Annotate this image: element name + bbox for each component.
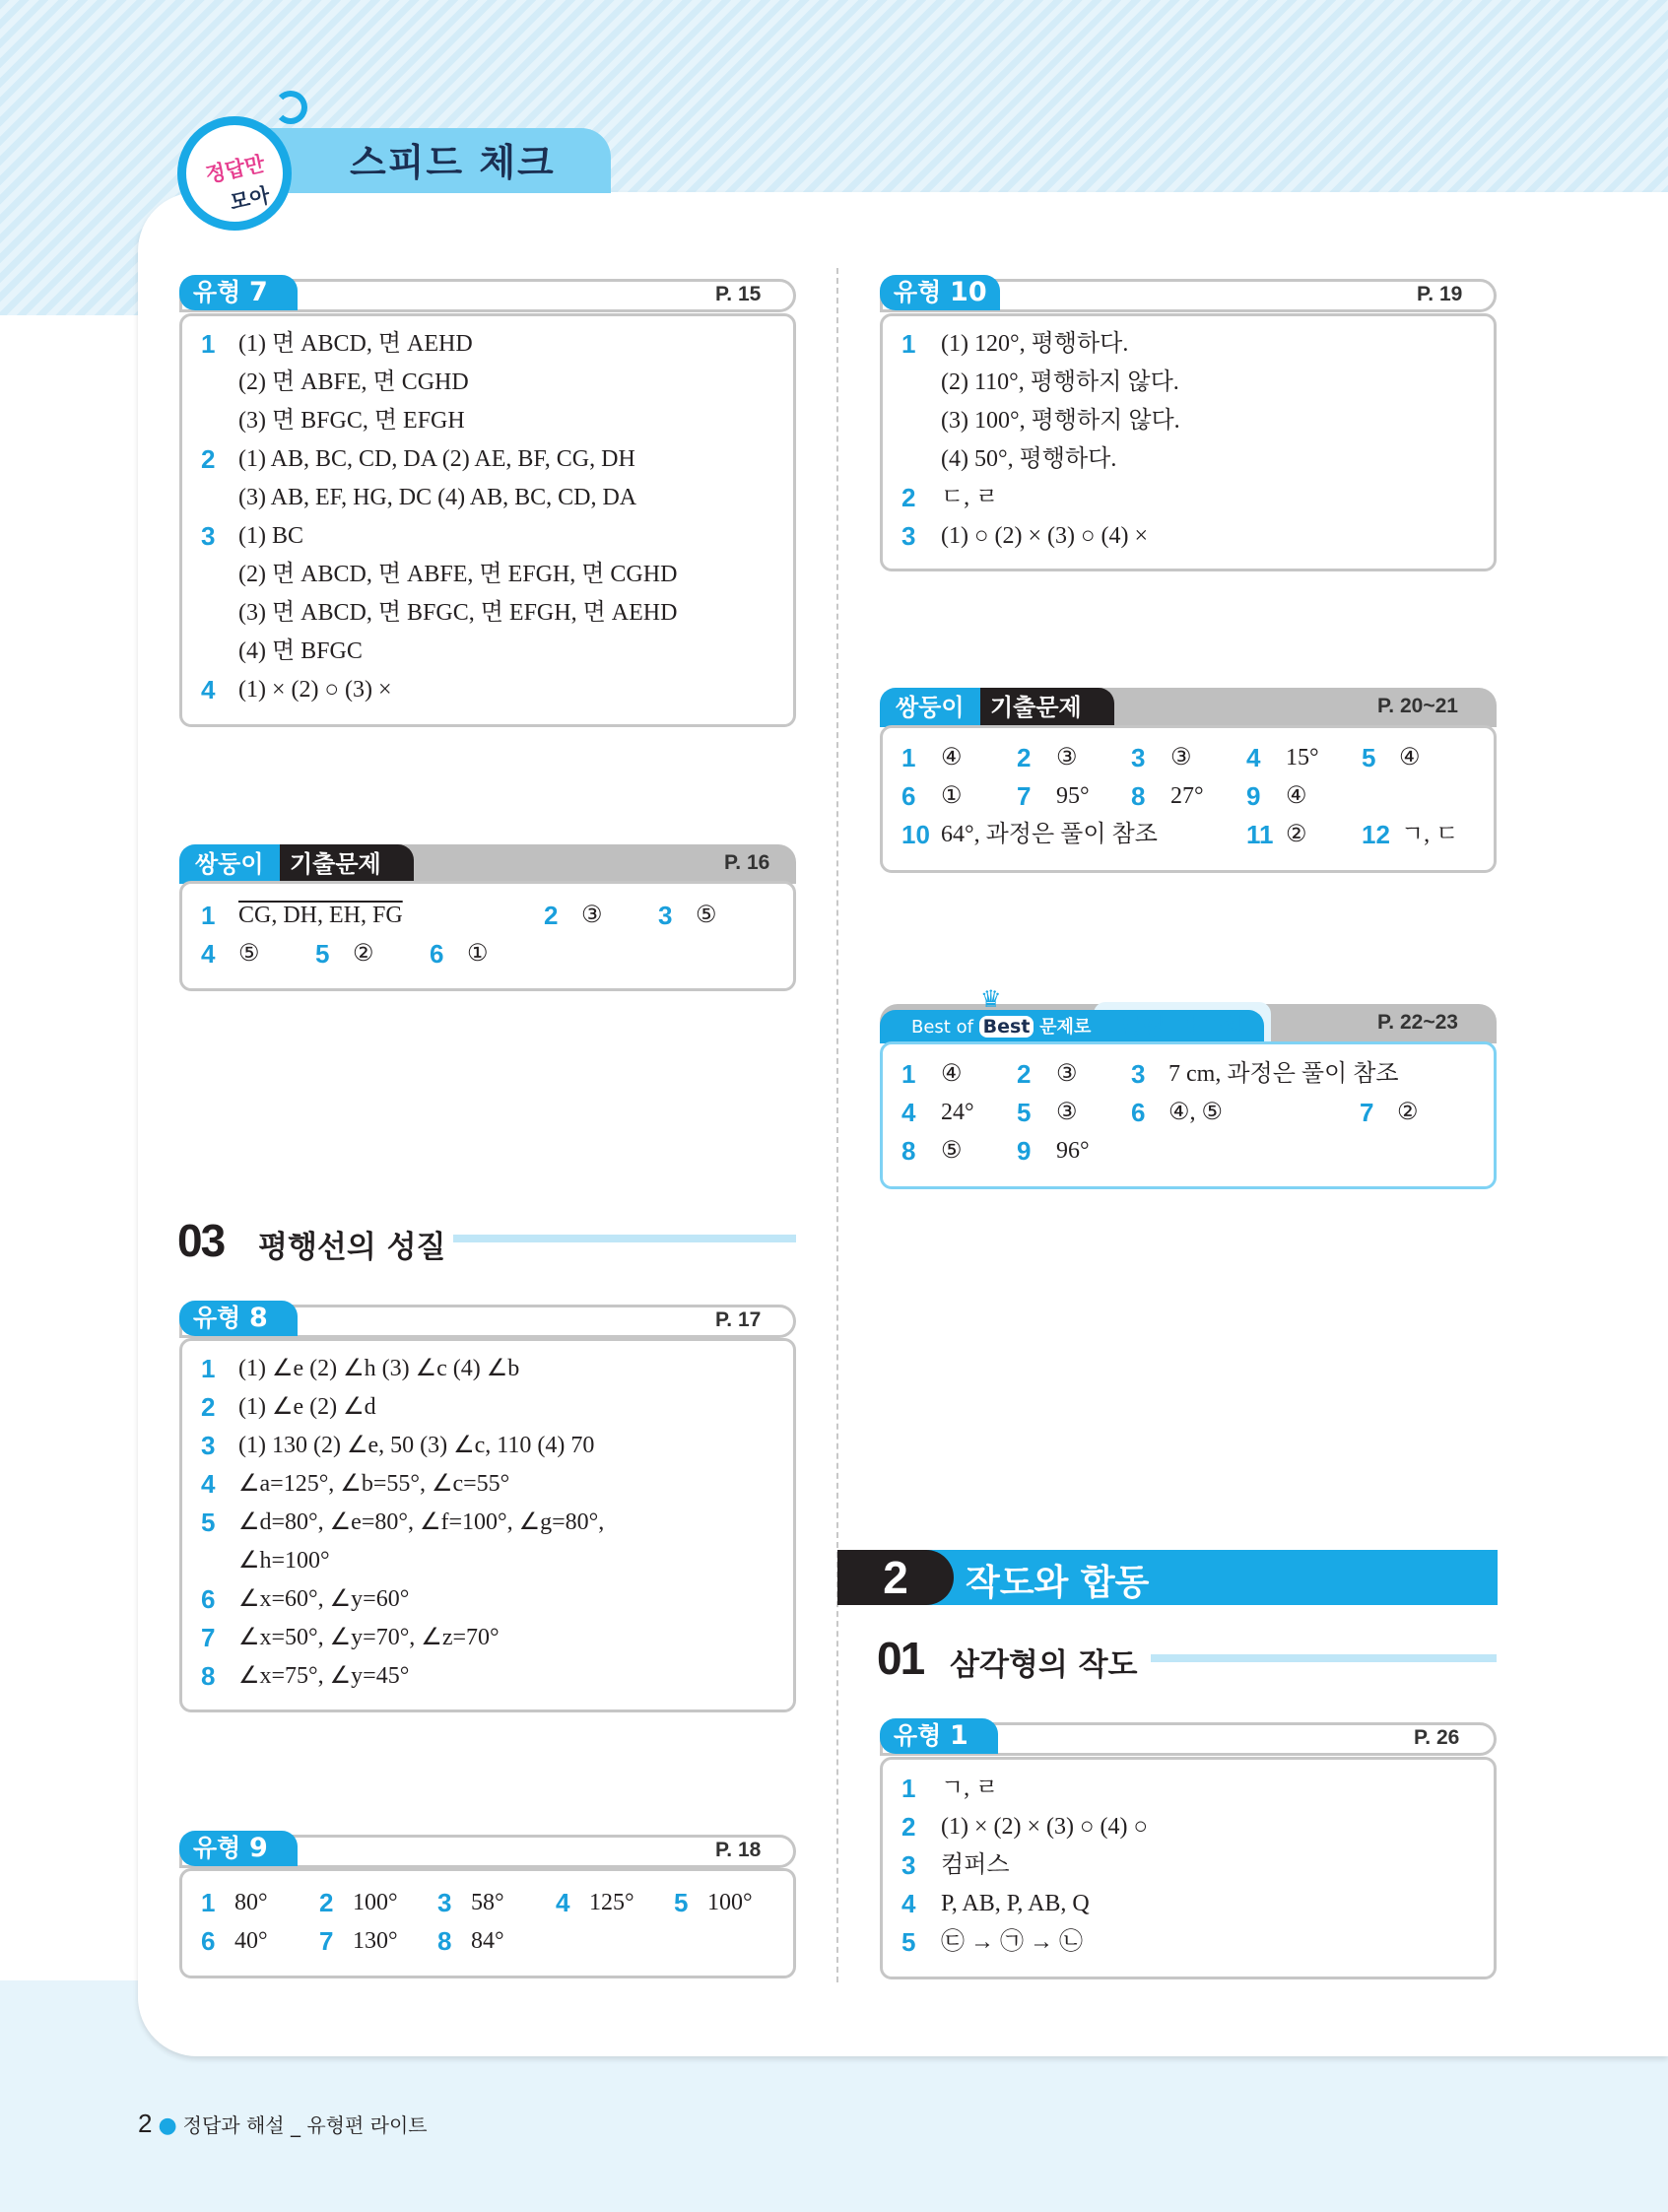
section-title: 삼각형의 작도 — [950, 1647, 1138, 1683]
page-title: 스피드 체크 — [350, 141, 556, 184]
answer-number: 3 — [1131, 743, 1146, 772]
answer-number: 5 — [901, 1927, 916, 1957]
answer-text: (1) ∠e (2) ∠h (3) ∠c (4) ∠b — [238, 1356, 520, 1381]
answer-text: ⑤ — [941, 1138, 963, 1164]
answer-number: 2 — [544, 901, 559, 930]
answer-text: (2) 면 ABFE, 면 CGHD — [238, 369, 469, 395]
answer-text: ∠h=100° — [238, 1548, 330, 1574]
answer-text: 15° — [1286, 745, 1319, 771]
page-ref: P. 20~21 — [1377, 695, 1458, 717]
answer-text: (1) 면 ABCD, 면 AEHD — [238, 331, 473, 357]
answer-text: (1) × (2) ○ (3) × — [238, 677, 392, 703]
type-tag: 유형 8 — [179, 1301, 298, 1336]
answer-number: 4 — [556, 1888, 570, 1917]
answer-number: 2 — [901, 483, 916, 512]
answer-number: 1 — [201, 901, 216, 930]
answer-text: (3) AB, EF, HG, DC (4) AB, BC, CD, DA — [238, 485, 637, 510]
answer-text: ① — [467, 941, 489, 967]
answer-text: ② — [353, 941, 374, 967]
answer-number: 1 — [901, 743, 916, 772]
answer-number: 2 — [201, 444, 216, 474]
answer-text: 95° — [1056, 783, 1090, 809]
swirl-icon — [274, 91, 307, 124]
answer-number: 5 — [1017, 1098, 1032, 1127]
answer-text: ∠x=60°, ∠y=60° — [238, 1586, 410, 1612]
answer-text: 130° — [353, 1928, 398, 1954]
page-ref: P. 26 — [1414, 1726, 1460, 1749]
answer-number: 8 — [901, 1136, 916, 1166]
answer-text: ㄱ, ㄹ — [941, 1776, 999, 1801]
answer-number: 6 — [1131, 1098, 1146, 1127]
page-number: 2 — [138, 2109, 153, 2138]
bullet-icon: ● — [158, 2113, 177, 2138]
type-tag: 유형 9 — [179, 1831, 298, 1866]
answer-text: ∠d=80°, ∠e=80°, ∠f=100°, ∠g=80°, — [238, 1509, 605, 1535]
answer-number: 2 — [201, 1392, 216, 1422]
type-tag: 유형 7 — [179, 275, 298, 310]
section-underline — [453, 1235, 796, 1242]
answer-number: 1 — [201, 1888, 216, 1917]
answer-text: (3) 면 BFGC, 면 EFGH — [238, 408, 465, 434]
answer-number: 4 — [201, 939, 216, 969]
answer-number: 7 — [1017, 781, 1032, 811]
answer-number: 7 — [1360, 1098, 1374, 1127]
answer-number: 2 — [901, 1812, 916, 1842]
answer-number: 3 — [901, 1850, 916, 1880]
answer-number: 3 — [901, 521, 916, 551]
answer-text: 27° — [1170, 783, 1204, 809]
answer-number: 8 — [201, 1661, 216, 1691]
page-ref: P. 17 — [715, 1308, 762, 1331]
twin-label: 쌍둥이 — [880, 688, 980, 727]
answer-number: 5 — [674, 1888, 689, 1917]
answer-text: (1) ∠e (2) ∠d — [238, 1394, 376, 1420]
answer-number: 3 — [201, 521, 216, 551]
answer-text: (1) AB, BC, CD, DA (2) AE, BF, CG, DH — [238, 446, 635, 472]
answer-text: 24° — [941, 1100, 974, 1125]
answer-card-twin16 — [179, 881, 796, 991]
answer-text: ∠x=75°, ∠y=45° — [238, 1663, 410, 1689]
answer-number: 12 — [1362, 820, 1390, 849]
unit-review-title: 단원 마무리 — [1118, 1011, 1246, 1039]
answer-number: 9 — [1246, 781, 1261, 811]
answer-text: CG, DH, EH, FG — [238, 903, 403, 928]
answer-number: 6 — [901, 781, 916, 811]
answer-text: (3) 면 ABCD, 면 BFGC, 면 EFGH, 면 AEHD — [238, 600, 678, 626]
answer-text: 80° — [234, 1890, 268, 1915]
type-tag: 유형 1 — [880, 1718, 998, 1754]
answer-number: 5 — [1362, 743, 1376, 772]
answer-text: 64°, 과정은 풀이 참조 — [941, 822, 1158, 847]
answer-number: 8 — [437, 1926, 452, 1956]
badge-text-top: 정답만 — [203, 151, 267, 188]
answer-text: ㄷ, ㄹ — [941, 485, 999, 510]
answer-text: (4) 50°, 평행하다. — [941, 446, 1117, 472]
answer-text: (1) × (2) × (3) ○ (4) ○ — [941, 1814, 1148, 1840]
exam-label: 기출문제 — [280, 844, 414, 884]
answer-number: 4 — [1246, 743, 1261, 772]
answer-text: ③ — [581, 903, 603, 928]
answer-number: 11 — [1246, 820, 1274, 849]
answer-text: (1) ○ (2) × (3) ○ (4) × — [941, 523, 1148, 549]
answer-number: 3 — [201, 1431, 216, 1460]
answer-text: ④ — [941, 745, 963, 771]
answer-text: ∠x=50°, ∠y=70°, ∠z=70° — [238, 1625, 500, 1650]
page-ref: P. 16 — [724, 851, 770, 874]
section-underline — [1151, 1654, 1497, 1662]
chapter-title: 작도와 합동 — [966, 1563, 1150, 1603]
answer-text: ① — [941, 783, 963, 809]
answer-number: 3 — [1131, 1059, 1146, 1089]
answer-text: 100° — [353, 1890, 398, 1915]
answer-number: 2 — [319, 1888, 334, 1917]
answer-number: 6 — [201, 1584, 216, 1614]
answer-number: 4 — [901, 1098, 916, 1127]
best-of-best-label: Best of Best 문제로 — [911, 1016, 1092, 1038]
answer-text: ③ — [1056, 1061, 1078, 1087]
answer-number: 1 — [901, 1059, 916, 1089]
type-tag: 유형 10 — [880, 275, 1000, 310]
answer-number: 9 — [1017, 1136, 1032, 1166]
answer-text: ② — [1286, 822, 1307, 847]
page-footer — [138, 2109, 428, 2139]
footer-text: 정답과 해설 _ 유형편 라이트 — [182, 2113, 428, 2137]
answer-text: ⑤ — [696, 903, 717, 928]
chapter-number: 2 — [837, 1550, 954, 1605]
answer-text: 7 cm, 과정은 풀이 참조 — [1168, 1061, 1399, 1087]
answer-text: (3) 100°, 평행하지 않다. — [941, 408, 1180, 434]
answer-number: 1 — [901, 1774, 916, 1803]
answer-text: ⑤ — [238, 941, 260, 967]
answer-text: 84° — [471, 1928, 504, 1954]
answer-text: ③ — [1056, 745, 1078, 771]
answer-text: 58° — [471, 1890, 504, 1915]
answer-text: ㄱ, ㄷ — [1401, 822, 1459, 847]
answer-text: ② — [1397, 1100, 1419, 1125]
answer-number: 2 — [1017, 1059, 1032, 1089]
answer-text: 컴퍼스 — [941, 1852, 1010, 1878]
exam-label: 기출문제 — [980, 688, 1114, 727]
crown-icon: ♛ — [980, 985, 1002, 1013]
answer-number: 7 — [319, 1926, 334, 1956]
page-ref: P. 19 — [1417, 283, 1463, 305]
section-number: 01 — [877, 1633, 924, 1684]
answer-text: P, AB, P, AB, Q — [941, 1891, 1090, 1916]
answer-card-type9 — [179, 1868, 796, 1978]
answer-text: 96° — [1056, 1138, 1090, 1164]
answer-number: 6 — [430, 939, 444, 969]
badge-text-bottom: 모아 — [228, 183, 272, 215]
column-divider — [836, 268, 838, 1982]
answer-text: ③ — [1056, 1100, 1078, 1125]
answer-number: 5 — [201, 1508, 216, 1537]
answer-number: 6 — [201, 1926, 216, 1956]
answer-number: 4 — [201, 675, 216, 704]
answer-text: ③ — [1170, 745, 1192, 771]
answer-text: ④ — [1399, 745, 1421, 771]
answer-number: 3 — [658, 901, 673, 930]
answer-text: (1) BC — [238, 523, 303, 549]
answer-text: ④ — [941, 1061, 963, 1087]
answer-text: (2) 면 ABCD, 면 ABFE, 면 EFGH, 면 CGHD — [238, 562, 678, 587]
answer-number: 3 — [437, 1888, 452, 1917]
twin-label: 쌍둥이 — [179, 844, 280, 884]
section-number: 03 — [177, 1215, 225, 1266]
answer-number: 4 — [201, 1469, 216, 1499]
answer-number: 4 — [901, 1889, 916, 1918]
answer-text: 40° — [234, 1928, 268, 1954]
answer-text: 125° — [589, 1890, 634, 1915]
answer-text: (4) 면 BFGC — [238, 638, 363, 664]
answer-text: ∠a=125°, ∠b=55°, ∠c=55° — [238, 1471, 510, 1497]
answer-number: 2 — [1017, 743, 1032, 772]
answer-text: (2) 110°, 평행하지 않다. — [941, 369, 1179, 395]
answer-number: 8 — [1131, 781, 1146, 811]
answer-number: 10 — [901, 820, 930, 849]
page-ref: P. 15 — [715, 283, 762, 305]
answer-number: 1 — [201, 329, 216, 359]
answer-text: (1) 130 (2) ∠e, 50 (3) ∠c, 110 (4) 70 — [238, 1433, 595, 1458]
section-title: 평행선의 성질 — [258, 1230, 446, 1265]
answer-number: 1 — [201, 1354, 216, 1383]
answer-number: 7 — [201, 1623, 216, 1652]
answer-text: 100° — [707, 1890, 753, 1915]
answer-text: ④ — [1286, 783, 1307, 809]
answer-number: 5 — [315, 939, 330, 969]
page-ref: P. 18 — [715, 1839, 762, 1861]
page-ref: P. 22~23 — [1377, 1011, 1458, 1034]
answer-number: 1 — [901, 329, 916, 359]
answer-text: ㉢ → ㉠ → ㉡ — [941, 1929, 1083, 1955]
answer-text: (1) 120°, 평행하다. — [941, 331, 1129, 357]
answer-text: ④, ⑤ — [1168, 1100, 1224, 1125]
